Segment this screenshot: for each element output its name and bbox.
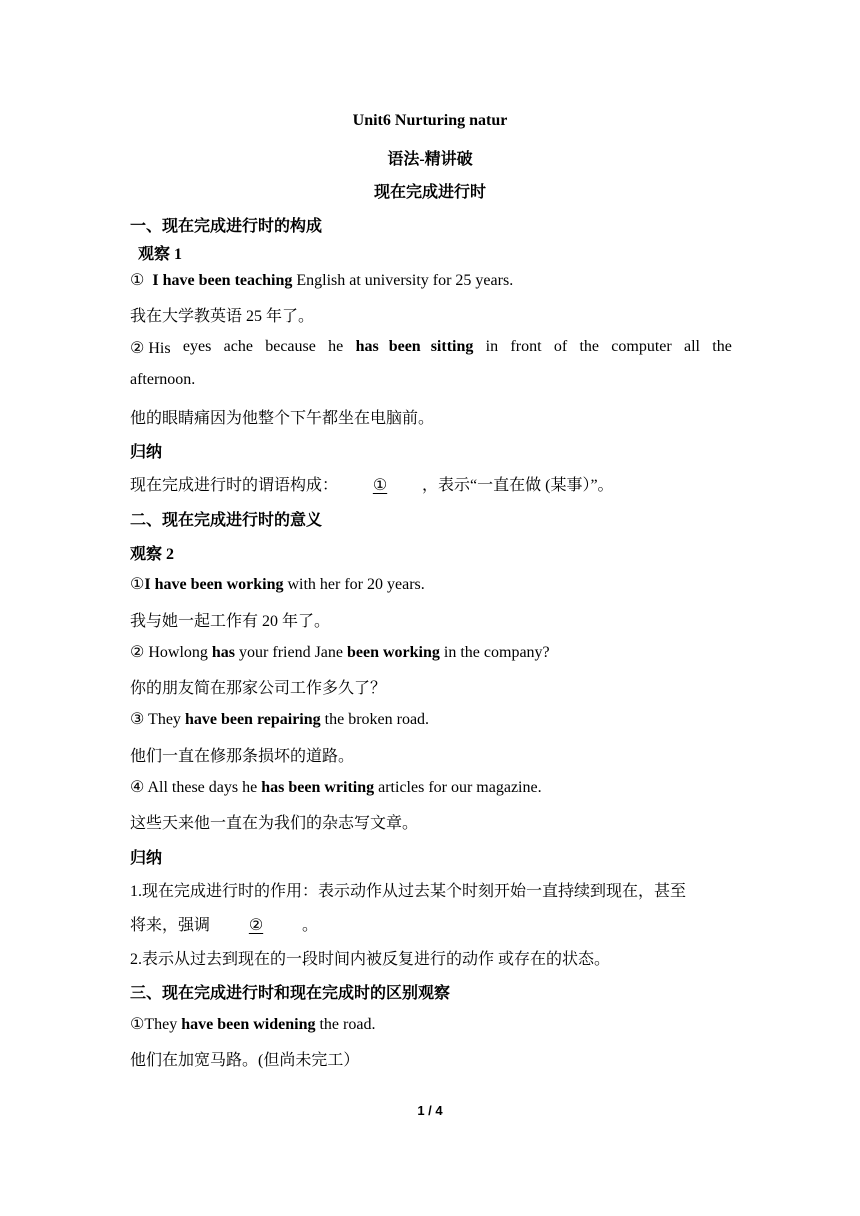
s2-ex2-num: ② bbox=[130, 644, 145, 661]
s3-ex1-post: the road. bbox=[315, 1016, 376, 1033]
section2-heading: 二、现在完成进行时的意义 bbox=[130, 512, 323, 529]
s1-ex1-rest: English at university for 25 years. bbox=[292, 272, 514, 289]
s2-ex3-post: the broken road. bbox=[320, 711, 430, 728]
s1-example1 bbox=[130, 270, 732, 290]
s1-example2-translation: 他的眼睛痛因为他整个下午都坐在电脑前。 bbox=[130, 410, 435, 427]
s1-ex2-word: the bbox=[579, 338, 599, 355]
s1-summary-pre: 现在完成进行时的谓语构成： bbox=[130, 477, 339, 494]
s1-summary-blank: ① bbox=[372, 477, 388, 494]
section2-observe-label: 观察 2 bbox=[130, 546, 175, 563]
page-number: 1 / 4 bbox=[417, 1103, 443, 1118]
s3-example1 bbox=[130, 1014, 732, 1034]
section3-heading: 三、现在完成进行时和现在完成时的区别观察 bbox=[130, 985, 451, 1002]
s3-ex1-bold: have been widening bbox=[181, 1016, 316, 1033]
s2-example2 bbox=[130, 642, 732, 662]
s2-example2-translation: 你的朋友简在那家公司工作多久了？ bbox=[130, 680, 387, 697]
s2-ex4-num: ④ bbox=[130, 779, 145, 796]
s1-summary-post: ，表示“一直在做 (某事）”。 bbox=[422, 477, 614, 494]
s1-ex1-bold: I have been teaching bbox=[152, 272, 293, 289]
s2-point1-blank: ② bbox=[248, 917, 264, 934]
s3-ex1-pre: They bbox=[144, 1016, 182, 1033]
s2-ex2-post: in the company? bbox=[439, 644, 550, 661]
s2-ex2-mid: your friend Jane bbox=[235, 644, 347, 661]
s1-ex2-word: the bbox=[712, 338, 732, 355]
s1-ex2-word: has been sitting bbox=[355, 338, 474, 355]
s1-ex2-word: computer bbox=[611, 338, 672, 355]
s2-ex3-num: ③ bbox=[130, 711, 145, 728]
s3-ex1-num: ① bbox=[130, 1016, 145, 1033]
s3-example1-translation: 他们在加宽马路。(但尚未完工） bbox=[130, 1052, 360, 1069]
s2-ex4-pre: All these days he bbox=[144, 779, 262, 796]
topic-title: 现在完成进行时 bbox=[373, 184, 486, 201]
s2-example3-translation: 他们一直在修那条损坏的道路。 bbox=[130, 748, 355, 765]
s2-ex3-bold: have been repairing bbox=[184, 711, 321, 728]
s2-ex2-bold1: has bbox=[211, 644, 236, 661]
document-title: Unit6 Nurturing natur bbox=[352, 112, 508, 129]
s1-example2 bbox=[130, 338, 732, 358]
s1-ex2-num-word: ② His bbox=[130, 340, 171, 357]
s1-example2-continuation: afternoon. bbox=[130, 371, 196, 388]
s2-point2: 2.表示从过去到现在的一段时间内被反复进行的动作 或存在的状态。 bbox=[130, 951, 611, 968]
s2-ex1-rest: with her for 20 years. bbox=[283, 576, 425, 593]
s1-ex2-word: in bbox=[485, 338, 499, 355]
s1-ex2-justified-line bbox=[130, 338, 732, 358]
s1-ex2-word: eyes bbox=[182, 338, 212, 355]
s1-ex1-num: ① bbox=[130, 272, 145, 289]
s2-ex4-post: articles for our magazine. bbox=[374, 779, 542, 796]
s2-point1-line1: 1.现在完成进行时的作用：表示动作从过去某个时刻开始一直持续到现在，甚至 bbox=[130, 883, 687, 900]
s2-example4-translation: 这些天来他一直在为我们的杂志写文章。 bbox=[130, 815, 419, 832]
s2-point1-post: 。 bbox=[302, 917, 319, 934]
s1-ex2-word: ache bbox=[223, 338, 253, 355]
s1-ex2-word: because bbox=[265, 338, 316, 355]
s2-ex1-bold: I have been working bbox=[144, 576, 284, 593]
s1-ex2-word: of bbox=[553, 338, 568, 355]
s1-ex2-word: all bbox=[684, 338, 700, 355]
s2-example4 bbox=[130, 777, 732, 797]
s1-summary-label: 归纳 bbox=[130, 444, 163, 461]
section1-observe-label: 观察 1 bbox=[138, 246, 183, 263]
s2-example3 bbox=[130, 709, 732, 729]
s1-ex2-word: front bbox=[510, 338, 542, 355]
s2-example1-translation: 我与她一起工作有 20 年了。 bbox=[130, 613, 331, 630]
s1-summary bbox=[130, 472, 732, 495]
s2-summary-label: 归纳 bbox=[130, 850, 163, 867]
s2-ex1-num: ① bbox=[130, 576, 145, 593]
s1-example1-translation: 我在大学教英语 25 年了。 bbox=[130, 308, 315, 325]
section1-heading: 一、现在完成进行时的构成 bbox=[130, 218, 323, 235]
s2-ex3-pre: They bbox=[144, 711, 185, 728]
document-subtitle: 语法-精讲破 bbox=[387, 151, 473, 168]
s2-ex4-bold: has been writing bbox=[261, 779, 375, 796]
s1-ex2-word: he bbox=[328, 338, 344, 355]
s2-ex2-pre: Howlong bbox=[144, 644, 212, 661]
s2-point1-line2 bbox=[130, 912, 732, 935]
s2-example1 bbox=[130, 574, 732, 594]
s2-ex2-bold2: been working bbox=[347, 644, 440, 661]
s2-point1-pre: 将来，强调 bbox=[130, 917, 211, 934]
